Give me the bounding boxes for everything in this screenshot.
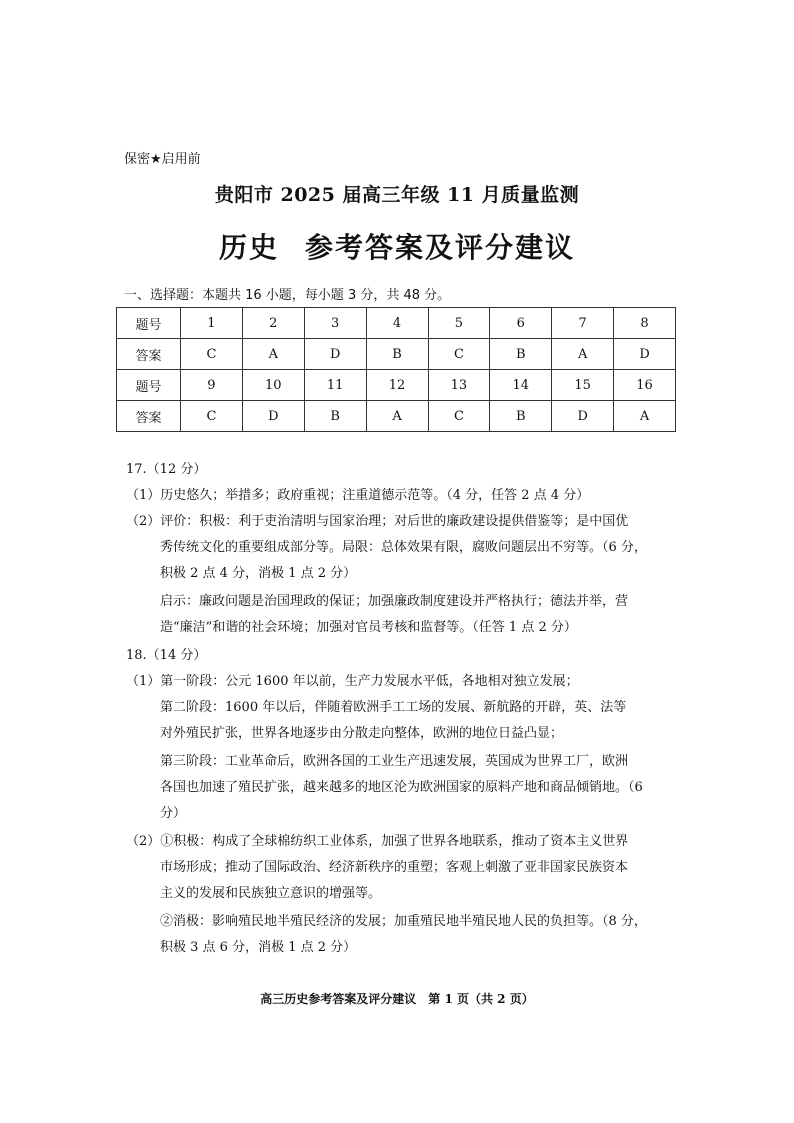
table-cell: D <box>304 339 366 370</box>
answer-line: 秀传统文化的重要组成部分等。局限：总体效果有限，腐败问题层出不穷等。（6 分， <box>160 540 647 555</box>
answer-line: 17.（12 分） <box>126 462 207 477</box>
table-cell: 13 <box>428 370 490 401</box>
answer-line: 启示：廉政问题是治国理政的保证；加强廉政制度建设并严格执行；德法并举，营 <box>160 594 629 609</box>
answer-line: 各国也加速了殖民扩张，越来越多的地区沦为欧洲国家的原料产地和商品倾销地。（6 <box>160 780 643 795</box>
table-cell: 16 <box>614 370 676 401</box>
table-cell: C <box>181 339 243 370</box>
table-row <box>117 308 676 339</box>
table-cell: 3 <box>304 308 366 339</box>
table-cell: C <box>181 401 243 432</box>
table-cell: 15 <box>552 370 614 401</box>
answer-line: ②消极：影响殖民地半殖民经济的发展；加重殖民地半殖民地人民的负担等。（8 分， <box>160 914 647 929</box>
answer-line: 积极 2 点 4 分，消极 1 点 2 分） <box>160 566 357 581</box>
page-footer: 高三历史参考答案及评分建议 第 1 页（共 2 页） <box>260 992 534 1006</box>
table-cell: 4 <box>366 308 428 339</box>
row-label: 答案 <box>117 339 181 370</box>
table-cell: C <box>428 401 490 432</box>
table-cell: 7 <box>552 308 614 339</box>
document-title: 贵阳市 2025 届高三年级 11 月质量监测 <box>214 184 580 206</box>
table-cell: 11 <box>304 370 366 401</box>
table-cell: A <box>242 339 304 370</box>
answer-line: 18.（14 分） <box>126 648 207 663</box>
table-cell: 12 <box>366 370 428 401</box>
answer-line: （1）历史悠久；举措多；政府重视；注重道德示范等。（4 分，任答 2 点 4 分） <box>126 488 590 503</box>
answer-line: 对外殖民扩张，世界各地逐步由分散走向整体，欧洲的地位日益凸显； <box>160 726 564 741</box>
table-cell: D <box>242 401 304 432</box>
table-cell: 5 <box>428 308 490 339</box>
table-cell: 2 <box>242 308 304 339</box>
table-row <box>117 401 676 432</box>
table-cell: A <box>366 401 428 432</box>
secrecy-label: 保密★启用前 <box>124 152 201 167</box>
table-cell: 14 <box>490 370 552 401</box>
document-subtitle <box>0 226 794 266</box>
table-cell: 6 <box>490 308 552 339</box>
row-label: 答案 <box>117 401 181 432</box>
row-label: 题号 <box>117 308 181 339</box>
answer-line: 第二阶段：1600 年以后，伴随着欧洲手工工场的发展、新航路的开辟，英、法等 <box>160 700 627 715</box>
subtitle-subject: 历史 <box>218 231 279 264</box>
row-label: 题号 <box>117 370 181 401</box>
table-cell: D <box>552 401 614 432</box>
table-cell: A <box>614 401 676 432</box>
answer-line: （1）第一阶段：公元 1600 年以前，生产力发展水平低，各地相对独立发展； <box>126 674 579 689</box>
table-cell: B <box>490 339 552 370</box>
table-cell: B <box>304 401 366 432</box>
table-cell: C <box>428 339 490 370</box>
answer-line: 市场形成；推动了国际政治、经济新秩序的重塑；客观上刺激了亚非国家民族资本 <box>160 860 629 875</box>
answer-line: 主义的发展和民族独立意识的增强等。 <box>160 886 382 901</box>
table-cell: A <box>552 339 614 370</box>
answer-line: （2）①积极：构成了全球棉纺织工业体系，加强了世界各地联系，推动了资本主义世界 <box>126 834 629 849</box>
answer-line: 分） <box>160 806 187 821</box>
table-row <box>117 370 676 401</box>
answer-line: 造“廉洁”和谐的社会环境；加强对官员考核和监督等。（任答 1 点 2 分） <box>160 620 577 635</box>
answer-line: （2）评价：积极：利于吏治清明与国家治理；对后世的廉政建设提供借鉴等；是中国优 <box>126 514 629 529</box>
answer-line: 积极 3 点 6 分，消极 1 点 2 分） <box>160 940 357 955</box>
table-cell: B <box>366 339 428 370</box>
subtitle-description: 参考答案及评分建议 <box>305 231 576 264</box>
answer-line: 第三阶段：工业革命后，欧洲各国的工业生产迅速发展，英国成为世界工厂，欧洲 <box>160 754 629 769</box>
table-cell: 1 <box>181 308 243 339</box>
table-cell: 8 <box>614 308 676 339</box>
table-cell: D <box>614 339 676 370</box>
section1-heading: 一、选择题：本题共 16 小题，每小题 3 分，共 48 分。 <box>124 288 451 303</box>
table-row <box>117 339 676 370</box>
table-cell: 10 <box>242 370 304 401</box>
answer-table <box>116 307 676 432</box>
table-cell: B <box>490 401 552 432</box>
table-cell: 9 <box>181 370 243 401</box>
